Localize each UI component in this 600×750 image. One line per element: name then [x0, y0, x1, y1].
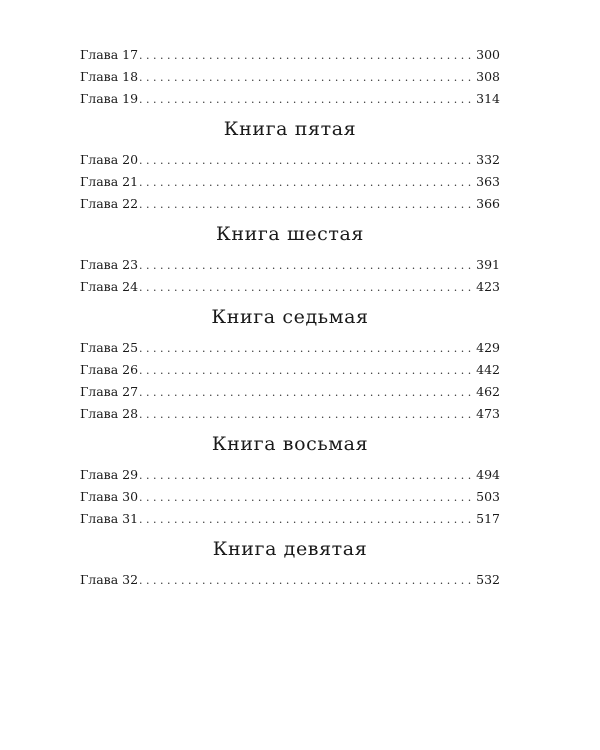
dot-leader [139, 172, 475, 194]
toc-entry[interactable] [80, 569, 500, 591]
chapter-label: Глава 18 [80, 69, 139, 84]
book-heading: Книга девятая [212, 538, 368, 560]
book-heading: Книга пятая [223, 118, 357, 140]
toc-entry[interactable] [80, 337, 500, 359]
page-number: 494 [476, 467, 500, 482]
dot-leader [139, 338, 475, 360]
toc-entry[interactable] [80, 88, 500, 110]
dot-leader [139, 255, 475, 277]
page-number: 391 [476, 257, 500, 272]
page-number: 503 [476, 489, 500, 504]
chapter-label: Глава 27 [80, 384, 139, 399]
dot-leader [139, 487, 475, 509]
dot-leader [139, 465, 475, 487]
toc-entry[interactable] [80, 193, 500, 215]
chapter-label: Глава 31 [80, 511, 139, 526]
page-number: 363 [476, 174, 500, 189]
page-number: 462 [476, 384, 500, 399]
chapter-label: Глава 29 [80, 467, 139, 482]
toc-entry[interactable] [80, 254, 500, 276]
dot-leader [139, 382, 475, 404]
page-number: 423 [476, 279, 500, 294]
book-heading: Книга седьмая [211, 306, 369, 328]
toc-entry[interactable] [80, 44, 500, 66]
toc-entry[interactable] [80, 486, 500, 508]
chapter-label: Глава 24 [80, 279, 139, 294]
dot-leader [139, 404, 475, 426]
page-number: 366 [476, 196, 500, 211]
page-number: 442 [476, 362, 500, 377]
dot-leader [139, 89, 475, 111]
chapter-label: Глава 28 [80, 406, 139, 421]
toc-entry[interactable] [80, 171, 500, 193]
book-heading: Книга шестая [216, 223, 364, 245]
dot-leader [139, 277, 475, 299]
chapter-label: Глава 32 [80, 572, 139, 587]
page-number: 532 [476, 572, 500, 587]
toc-entry[interactable] [80, 403, 500, 425]
chapter-label: Глава 22 [80, 196, 139, 211]
toc-entry[interactable] [80, 66, 500, 88]
chapter-label: Глава 19 [80, 91, 139, 106]
page-number: 429 [476, 340, 500, 355]
page-number: 314 [476, 91, 500, 106]
chapter-label: Глава 20 [80, 152, 139, 167]
toc-entry[interactable] [80, 508, 500, 530]
dot-leader [139, 150, 475, 172]
page-number: 473 [476, 406, 500, 421]
dot-leader [139, 194, 475, 216]
toc-entry[interactable] [80, 276, 500, 298]
toc-entry[interactable] [80, 359, 500, 381]
chapter-label: Глава 21 [80, 174, 139, 189]
page-number: 517 [476, 511, 500, 526]
page-number: 308 [476, 69, 500, 84]
book-heading: Книга восьмая [211, 433, 369, 455]
page-number: 300 [476, 47, 500, 62]
chapter-label: Глава 17 [80, 47, 139, 62]
dot-leader [139, 509, 475, 531]
toc-entry[interactable] [80, 464, 500, 486]
dot-leader [139, 360, 475, 382]
chapter-label: Глава 26 [80, 362, 139, 377]
dot-leader [139, 67, 475, 89]
table-of-contents [80, 44, 500, 591]
dot-leader [139, 45, 475, 67]
page-number: 332 [476, 152, 500, 167]
toc-entry[interactable] [80, 149, 500, 171]
toc-entry[interactable] [80, 381, 500, 403]
dot-leader [139, 570, 475, 592]
chapter-label: Глава 25 [80, 340, 139, 355]
chapter-label: Глава 30 [80, 489, 139, 504]
chapter-label: Глава 23 [80, 257, 139, 272]
